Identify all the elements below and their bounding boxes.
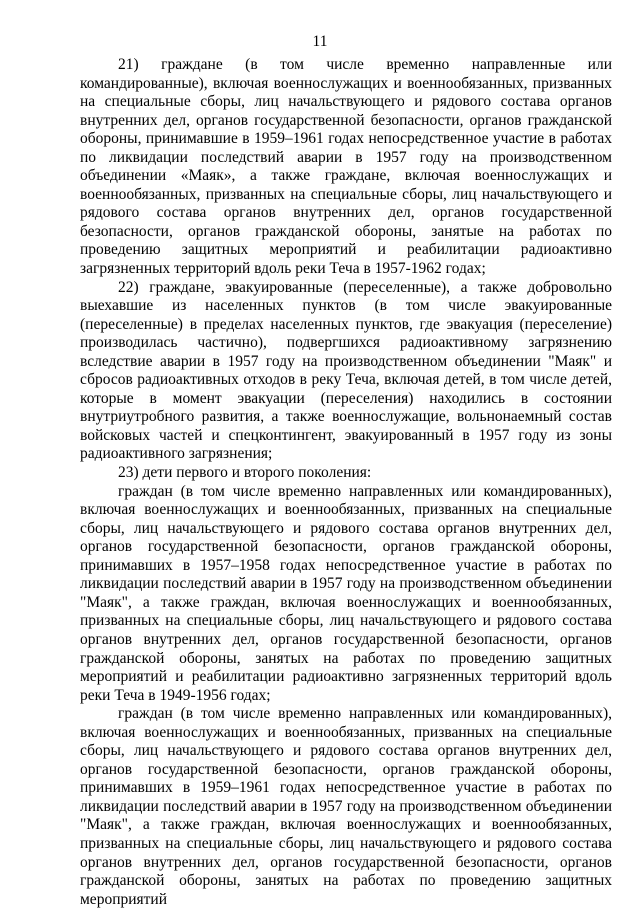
paragraph-item-22: 22) граждане, эвакуированные (переселенные), а также добровольно выехавшие из населенных пунктов (в том числе эвакуированные (переселенные) в пределах населенных пунктов, где эвакуация (переселение) производилась частично), подвергшихся радиоактивному загрязнению вследствие аварии в 1957 году на производственном объединении "Маяк" и сбросов радиоактивных отходов в реку Теча, включая детей, в том числе детей, которые в момент эвакуации (переселения) находились в состоянии внутриутробного развития, а также военнослужащие, вольнонаемный состав войсковых частей и спецконтингент, эвакуированный в 1957 году из зоны радиоактивного загрязнения; bbox=[80, 278, 612, 463]
paragraph-sub-2: граждан (в том числе временно направленных или командированных), включая военнослужащих и военнообязанных, призванных на специальные сборы, лиц начальствующего и рядового состава органов внутренних дел, органов государственной безопасности, органов гражданской обороны, принимавших в 1959–1961 годах непосредственное участие в работах по ликвидации последствий аварии в 1957 году на производственном объединении "Маяк", а также граждан, включая военнослужащих и военнообязанных, призванных на специальные сборы, лиц начальствующего и рядового состава органов внутренних дел, органов государственной безопасности, органов гражданской обороны, занятых на работах по проведению защитных мероприятий bbox=[80, 705, 612, 908]
paragraph-sub-1: граждан (в том числе временно направленных или командированных), включая военнослужащих и военнообязанных, призванных на специальные сборы, лиц начальствующего и рядового состава органов внутренних дел, органов государственной безопасности, органов гражданской обороны, принимавших в 1957–1958 годах непосредственное участие в работах по ликвидации последствий аварии в 1957 году на производственном объединении "Маяк", а также граждан, включая военнослужащих и военнообязанных, призванных на специальные сборы, лиц начальствующего и рядового состава органов внутренних дел, органов государственной безопасности, органов гражданской обороны, занятых на работах по проведению защитных мероприятий и реабилитации радиоактивно загрязненных территорий вдоль реки Теча в 1949-1956 годах; bbox=[80, 482, 612, 704]
paragraph-item-21: 21) граждане (в том числе временно направленные или командированные), включая военнослужащих и военнообязанных, призванных на специальные сборы, лиц начальствующего и рядового состава органов внутренних дел, органов государственной безопасности, органов гражданской обороны, принимавшие в 1959–1961 годах непосредственное участие в работах по ликвидации последствий аварии в 1957 году на производственном объединении «Маяк», а также граждане, включая военнослужащих и военнообязанных, призванных на специальные сборы, лиц начальствующего и рядового состава органов внутренних дел, органов государственной безопасности, органов гражданской обороны, занятые на работах по проведению защитных мероприятий и реабилитации радиоактивно загрязненных территорий вдоль реки Теча в 1957-1962 годах; bbox=[80, 56, 612, 278]
paragraph-item-23: 23) дети первого и второго поколения: bbox=[118, 464, 372, 482]
page-number: 11 bbox=[312, 33, 328, 50]
document-body bbox=[80, 56, 612, 909]
